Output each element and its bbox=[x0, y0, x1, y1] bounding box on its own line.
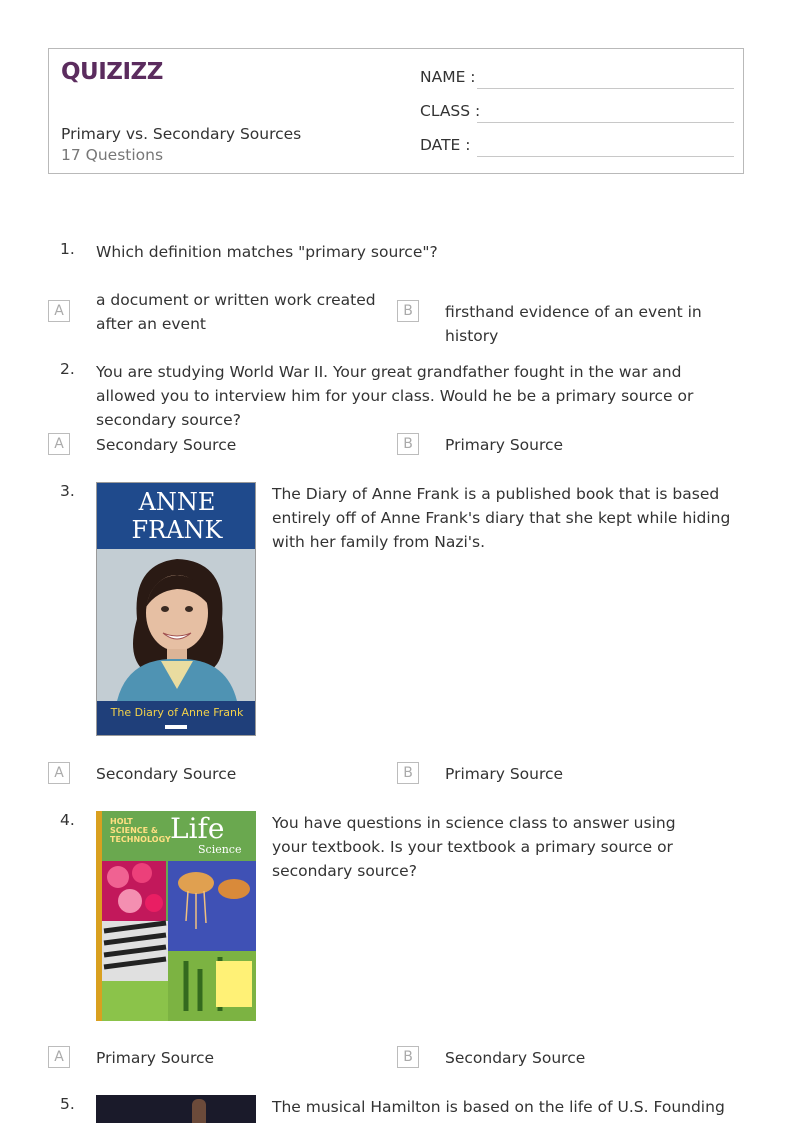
option-b-text: firsthand evidence of an event in history bbox=[445, 303, 702, 345]
performer-figure bbox=[192, 1099, 206, 1123]
name-line[interactable] bbox=[477, 88, 734, 89]
question-number: 5. bbox=[60, 1095, 75, 1113]
class-line[interactable] bbox=[477, 122, 734, 123]
option-a-text: Secondary Source bbox=[96, 436, 237, 454]
question-text: The Diary of Anne Frank is a published book that is based entirely off of Anne Frank's diary that she kept while hiding with her family from Nazi's. bbox=[272, 485, 731, 551]
anne-frank-book-cover bbox=[96, 482, 256, 736]
option-b-text: Primary Source bbox=[445, 765, 564, 783]
option-b-text: Secondary Source bbox=[445, 1049, 586, 1067]
quizizz-logo: QUIZIZZ bbox=[61, 59, 163, 85]
date-field[interactable] bbox=[420, 136, 734, 160]
question-number: 2. bbox=[60, 360, 75, 378]
hamilton-image bbox=[96, 1095, 256, 1123]
name-label: NAME : bbox=[420, 68, 476, 86]
option-b-box[interactable]: B bbox=[397, 1046, 419, 1068]
question-text: You are studying World War II. Your great grandfather fought in the war and allowed you to interview him for your class. Would he be a primary source or secondary source? bbox=[96, 363, 694, 429]
textbook-publisher: HOLT SCIENCE & TECHNOLOGY bbox=[110, 817, 171, 844]
question-text: The musical Hamilton is based on the life of U.S. Founding bbox=[272, 1098, 725, 1116]
date-line[interactable] bbox=[477, 156, 734, 157]
question-number: 3. bbox=[60, 482, 75, 500]
option-b-box[interactable]: B bbox=[397, 300, 419, 322]
option-b-box[interactable]: B bbox=[397, 762, 419, 784]
class-field[interactable] bbox=[420, 102, 734, 126]
option-a-text: Primary Source bbox=[96, 1049, 215, 1067]
textbook-title: Life bbox=[170, 812, 225, 845]
option-a-text: Secondary Source bbox=[96, 765, 237, 783]
option-a-box[interactable]: A bbox=[48, 300, 70, 322]
cover-footer bbox=[97, 701, 256, 736]
option-a-text: a document or written work created after an event bbox=[96, 291, 376, 333]
worksheet-header bbox=[48, 48, 744, 174]
question-text: Which definition matches "primary source"? bbox=[96, 243, 438, 261]
name-field[interactable] bbox=[420, 68, 734, 92]
book-subtitle: The Diary of Anne Frank bbox=[110, 706, 244, 719]
question-number: 1. bbox=[60, 240, 75, 258]
question-number: 4. bbox=[60, 811, 75, 829]
question-count: 17 Questions bbox=[61, 146, 164, 164]
portrait-illustration bbox=[97, 549, 256, 701]
textbook-subtitle: Science bbox=[198, 843, 242, 856]
publisher-mark bbox=[165, 725, 187, 729]
option-b-text: Primary Source bbox=[445, 436, 564, 454]
option-a-box[interactable]: A bbox=[48, 433, 70, 455]
life-science-textbook-cover bbox=[96, 811, 256, 1021]
worksheet-title: Primary vs. Secondary Sources bbox=[61, 125, 302, 143]
option-a-box[interactable]: A bbox=[48, 762, 70, 784]
book-title: ANNE FRANK bbox=[97, 483, 256, 549]
question-text: You have questions in science class to answer using your textbook. Is your textbook a primary source or secondary source? bbox=[272, 814, 676, 880]
option-a-box[interactable]: A bbox=[48, 1046, 70, 1068]
date-label: DATE : bbox=[420, 136, 471, 154]
class-label: CLASS : bbox=[420, 102, 481, 120]
option-b-box[interactable]: B bbox=[397, 433, 419, 455]
